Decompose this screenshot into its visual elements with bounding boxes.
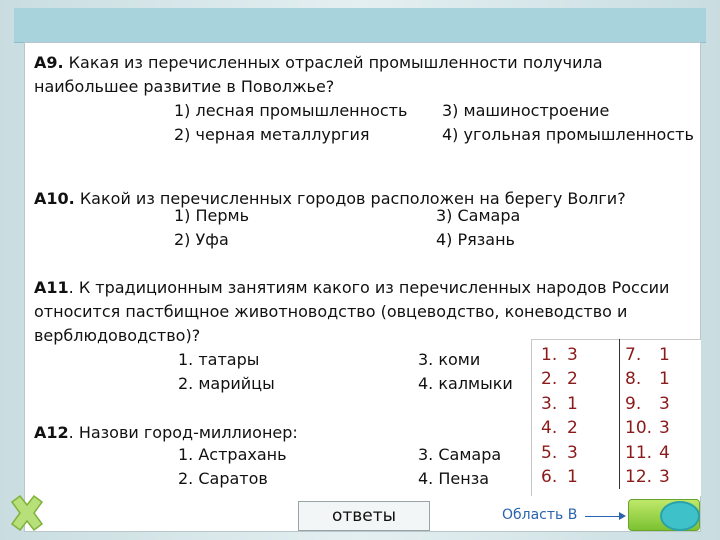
question-a10-number: А10.: [34, 189, 75, 208]
answer-value: 4: [659, 443, 670, 463]
question-a9-number: А9.: [34, 53, 64, 72]
question-a12-option-2: 2. Саратов: [178, 469, 268, 488]
question-a11-line3: верблюдоводство)?: [34, 326, 201, 345]
question-a9-text: Какая из перечисленных отраслей промышленности получила: [63, 53, 603, 72]
slide-header-bar: [14, 8, 706, 43]
question-a11-text: . К традиционным занятиям какого из перечисленных народов России: [68, 278, 670, 297]
next-circle-icon: [660, 501, 700, 531]
region-b-link[interactable]: Область В: [502, 507, 578, 523]
answer-value: 1: [567, 467, 578, 487]
question-a12-line1: [34, 421, 298, 445]
question-a12-number: А12: [34, 423, 69, 442]
answer-row: [541, 343, 578, 368]
answer-number: 9.: [625, 394, 642, 414]
question-a11-option-3: 3. коми: [418, 350, 481, 369]
answer-number: 5.: [541, 443, 558, 463]
answer-row: [625, 367, 670, 392]
answer-row: [625, 416, 670, 441]
answer-value: 3: [659, 394, 670, 414]
answer-row: [541, 416, 578, 441]
question-a12-option-4: 4. Пенза: [418, 469, 489, 488]
answer-value: 1: [659, 369, 670, 389]
question-a10-line1: [34, 187, 626, 211]
answers-button[interactable]: ответы: [298, 501, 430, 531]
answer-number: 8.: [625, 369, 642, 389]
answer-row: [541, 441, 578, 466]
question-a12-option-1: 1. Астрахань: [178, 445, 287, 464]
answer-value: 1: [567, 394, 578, 414]
answer-number: 12.: [625, 467, 653, 487]
answer-number: 10.: [625, 418, 653, 438]
question-a9-option-3: 3) машиностроение: [442, 101, 610, 120]
question-a12-text: . Назови город-миллионер:: [68, 423, 298, 442]
answer-value: 2: [567, 418, 578, 438]
answers-divider: [619, 339, 620, 489]
question-a9-option-1: 1) лесная промышленность: [174, 101, 408, 120]
question-a11-option-1: 1. татары: [178, 350, 260, 369]
answer-row: [541, 465, 578, 490]
answer-row: [625, 392, 670, 417]
answer-number: 6.: [541, 467, 558, 487]
answer-number: 1.: [541, 345, 558, 365]
answer-row: [541, 392, 578, 417]
question-a9-line1: [34, 51, 603, 75]
question-a10-option-1: 1) Пермь: [174, 206, 250, 225]
answer-number: 4.: [541, 418, 558, 438]
answer-number: 3.: [541, 394, 558, 414]
question-a11-number: А11: [34, 278, 69, 297]
question-a11-option-2: 2. марийцы: [178, 374, 275, 393]
question-a11-line2: относится пастбищное животноводство (овцеводство, коневодство и: [34, 302, 628, 321]
answer-number: 11.: [625, 443, 653, 463]
question-a9-option-2: 2) черная металлургия: [174, 125, 370, 144]
arrow-right-icon: [585, 516, 621, 517]
answer-value: 3: [659, 418, 670, 438]
question-a12-option-3: 3. Самара: [418, 445, 502, 464]
answer-value: 3: [567, 443, 578, 463]
answer-row: [625, 441, 670, 466]
question-a9-option-4: 4) угольная промышленность: [442, 125, 694, 144]
answer-row: [625, 343, 670, 368]
question-a10-text: Какой из перечисленных городов расположен на берегу Волги?: [74, 189, 626, 208]
question-a10-option-3: 3) Самара: [436, 206, 521, 225]
answer-row: [625, 465, 670, 490]
answer-number: 2.: [541, 369, 558, 389]
question-a10-option-4: 4) Рязань: [436, 230, 515, 249]
answer-number: 7.: [625, 345, 642, 365]
question-a11-option-4: 4. калмыки: [418, 374, 513, 393]
answer-value: 3: [659, 467, 670, 487]
question-a10-option-2: 2) Уфа: [174, 230, 229, 249]
answer-value: 1: [659, 345, 670, 365]
answer-value: 2: [567, 369, 578, 389]
close-icon[interactable]: [6, 492, 48, 534]
answer-row: [541, 367, 578, 392]
question-a9-line2: наибольшее развитие в Поволжье?: [34, 77, 335, 96]
question-a11-line1: [34, 276, 669, 300]
answer-value: 3: [567, 345, 578, 365]
arrow-head-icon: [619, 512, 626, 520]
